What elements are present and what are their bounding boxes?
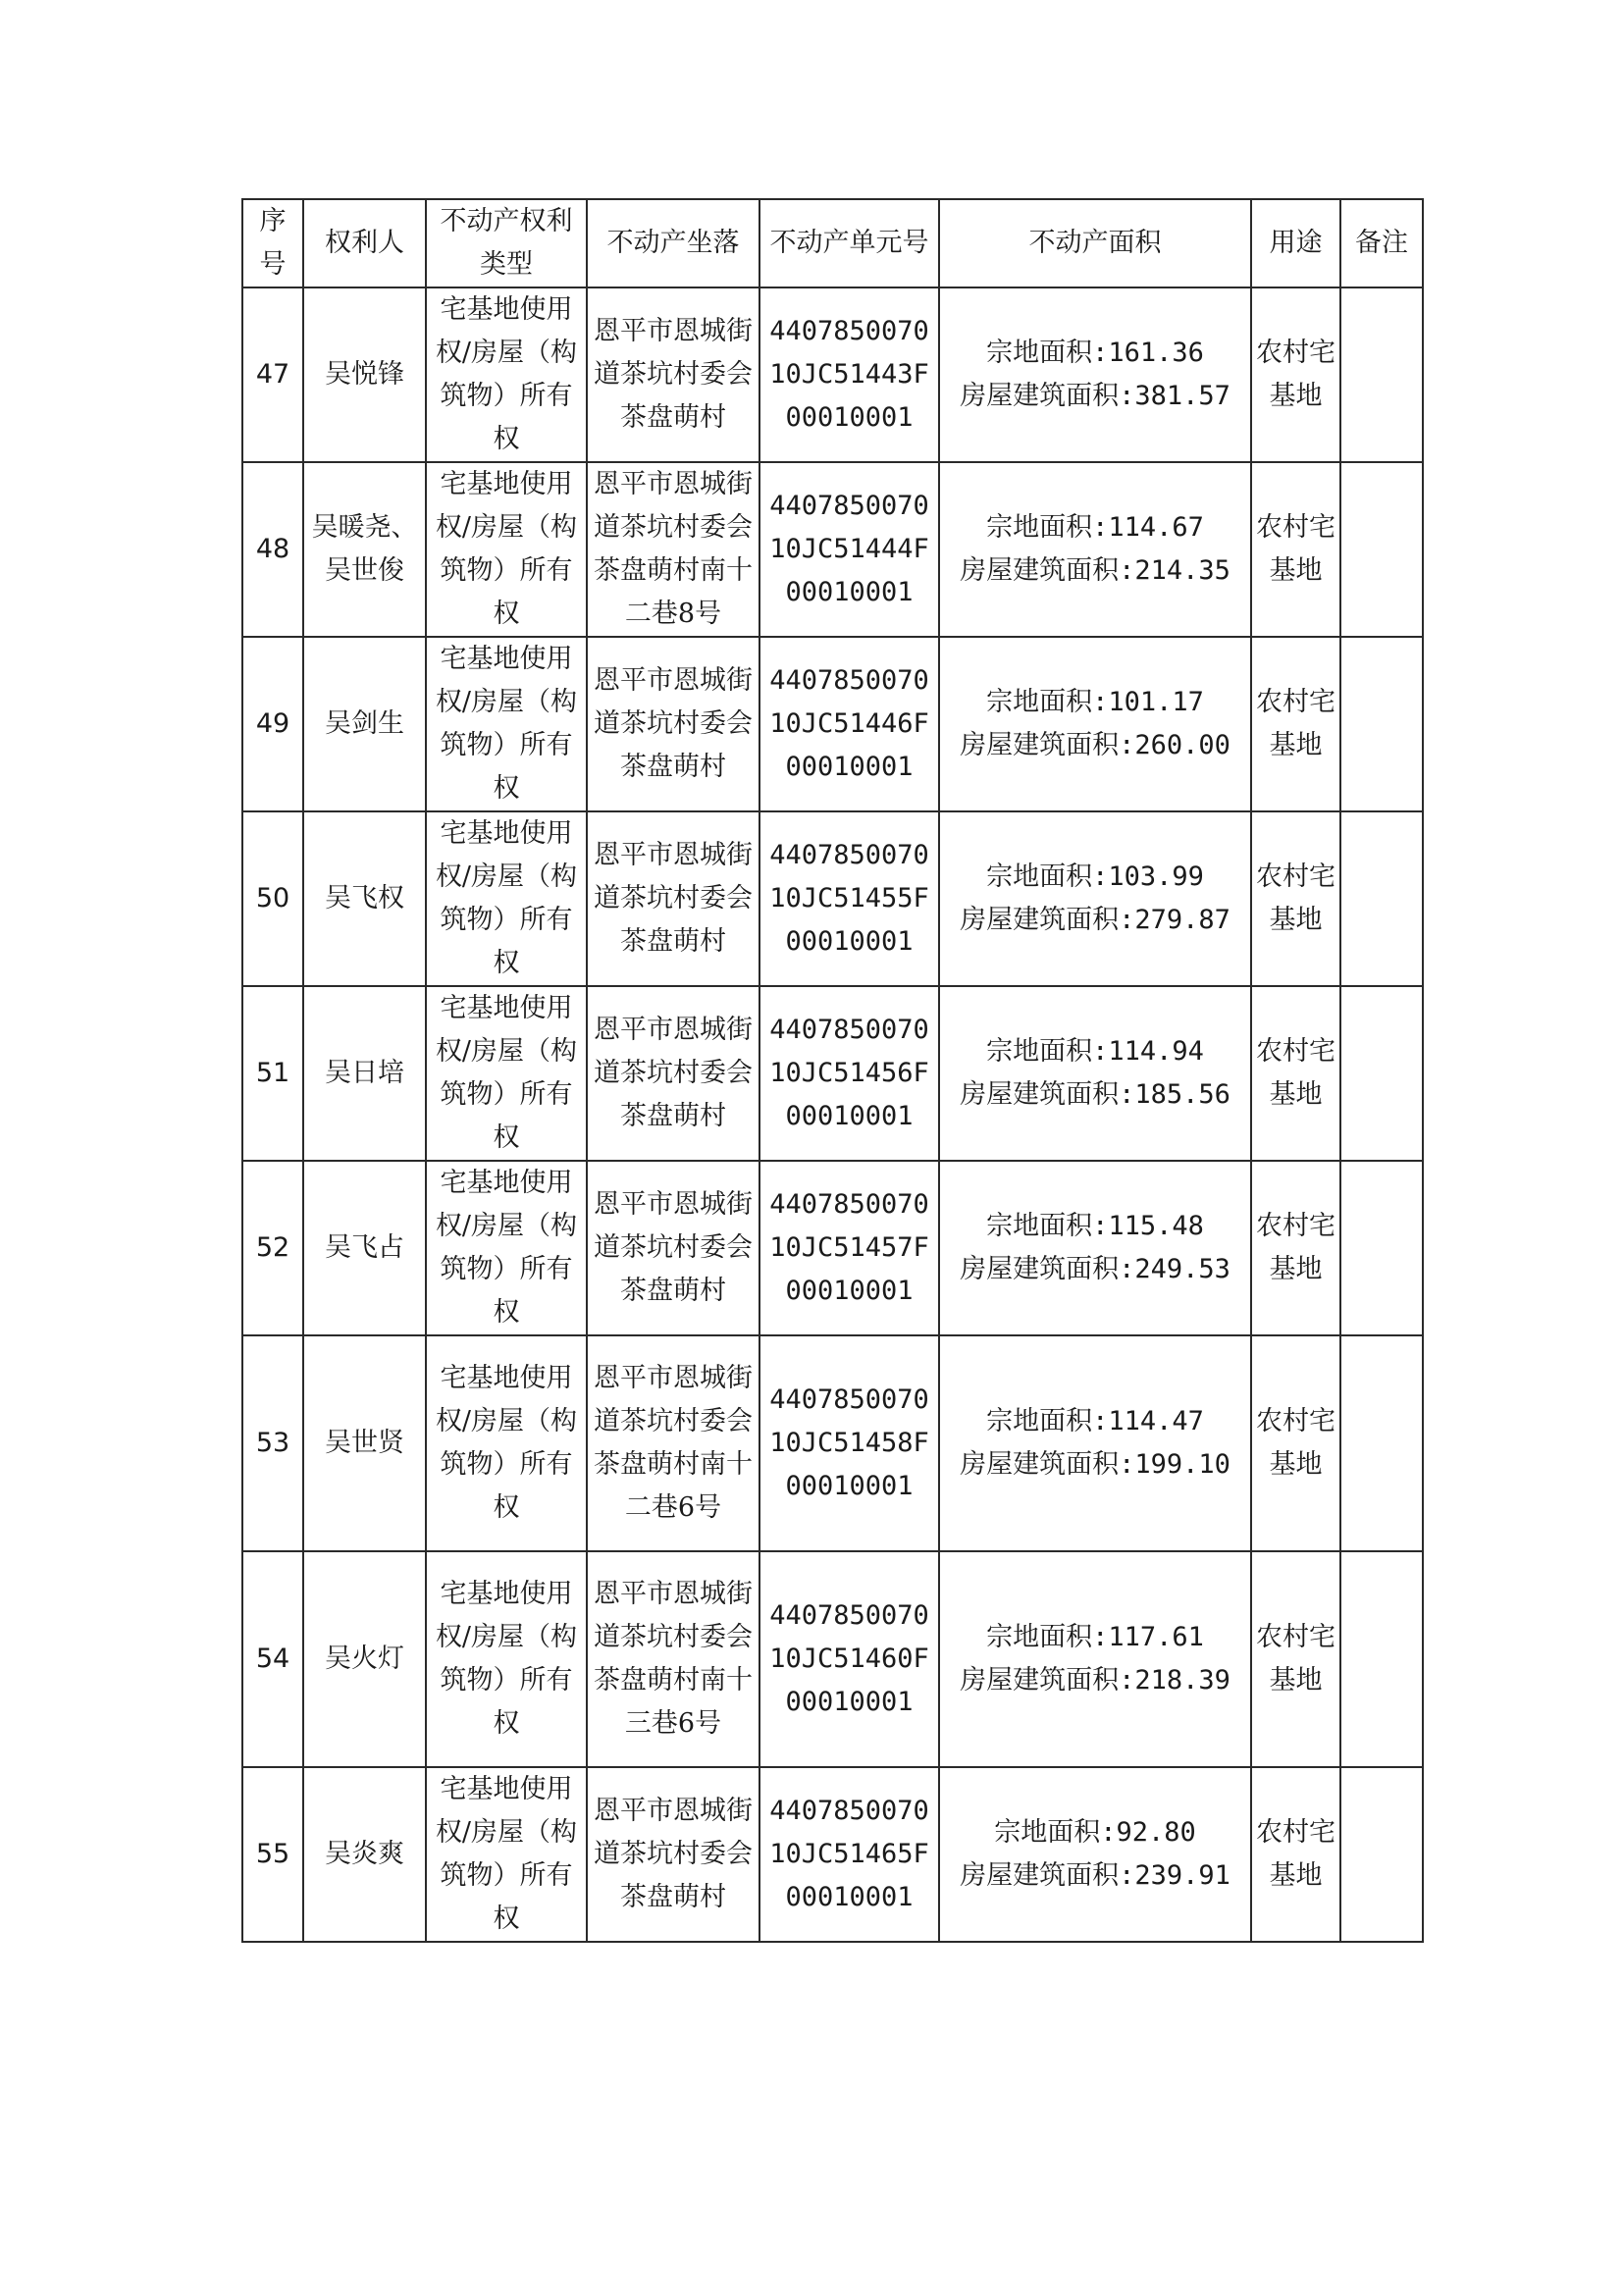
table-row <box>242 1335 1423 1551</box>
table-row <box>242 1551 1423 1767</box>
table-row <box>242 287 1423 462</box>
header-location: 不动产坐落 <box>587 199 759 287</box>
cell-area <box>939 1767 1251 1942</box>
cell-unit-no: 440785007010JC51443F00010001 <box>759 287 939 462</box>
cell-unit-no: 440785007010JC51446F00010001 <box>759 637 939 811</box>
cell-right-type: 宅基地使用权/房屋（构筑物）所有权 <box>426 1335 587 1551</box>
header-area: 不动产面积 <box>939 199 1251 287</box>
cell-location: 恩平市恩城街道茶坑村委会茶盘萌村南十二巷8号 <box>587 462 759 637</box>
cell-remark <box>1340 462 1423 637</box>
header-seq: 序号 <box>242 199 303 287</box>
header-right-type: 不动产权利类型 <box>426 199 587 287</box>
cell-owner: 吴飞占 <box>303 1161 426 1335</box>
cell-area <box>939 637 1251 811</box>
cell-owner: 吴火灯 <box>303 1551 426 1767</box>
cell-usage: 农村宅基地 <box>1251 1551 1340 1767</box>
cell-seq: 55 <box>242 1767 303 1942</box>
cell-location: 恩平市恩城街道茶坑村委会茶盘萌村 <box>587 811 759 986</box>
cell-usage: 农村宅基地 <box>1251 637 1340 811</box>
land-area-text: 宗地面积:114.67 <box>986 512 1204 543</box>
cell-owner: 吴飞权 <box>303 811 426 986</box>
cell-unit-no: 440785007010JC51457F00010001 <box>759 1161 939 1335</box>
building-area-text: 房屋建筑面积:218.39 <box>960 1665 1230 1696</box>
cell-location: 恩平市恩城街道茶坑村委会茶盘萌村 <box>587 1161 759 1335</box>
land-area-text: 宗地面积:92.80 <box>994 1817 1196 1848</box>
table-header-row <box>242 199 1423 287</box>
cell-area <box>939 462 1251 637</box>
header-unit-no: 不动产单元号 <box>759 199 939 287</box>
cell-owner: 吴炎爽 <box>303 1767 426 1942</box>
building-area-text: 房屋建筑面积:249.53 <box>960 1254 1230 1284</box>
cell-unit-no: 440785007010JC51456F00010001 <box>759 986 939 1161</box>
land-area-text: 宗地面积:114.94 <box>986 1036 1204 1067</box>
cell-right-type: 宅基地使用权/房屋（构筑物）所有权 <box>426 637 587 811</box>
cell-seq: 50 <box>242 811 303 986</box>
cell-seq: 51 <box>242 986 303 1161</box>
cell-owner: 吴悦锋 <box>303 287 426 462</box>
cell-location: 恩平市恩城街道茶坑村委会茶盘萌村南十二巷6号 <box>587 1335 759 1551</box>
cell-remark <box>1340 1767 1423 1942</box>
land-area-text: 宗地面积:115.48 <box>986 1211 1204 1241</box>
cell-remark <box>1340 287 1423 462</box>
cell-seq: 48 <box>242 462 303 637</box>
cell-owner: 吴日培 <box>303 986 426 1161</box>
table-body <box>242 287 1423 1942</box>
building-area-text: 房屋建筑面积:381.57 <box>960 381 1230 411</box>
cell-right-type: 宅基地使用权/房屋（构筑物）所有权 <box>426 462 587 637</box>
cell-right-type: 宅基地使用权/房屋（构筑物）所有权 <box>426 1161 587 1335</box>
cell-right-type: 宅基地使用权/房屋（构筑物）所有权 <box>426 986 587 1161</box>
building-area-text: 房屋建筑面积:239.91 <box>960 1860 1230 1891</box>
cell-unit-no: 440785007010JC51465F00010001 <box>759 1767 939 1942</box>
cell-area <box>939 1335 1251 1551</box>
table-row <box>242 1161 1423 1335</box>
cell-usage: 农村宅基地 <box>1251 1767 1340 1942</box>
cell-usage: 农村宅基地 <box>1251 1335 1340 1551</box>
cell-location: 恩平市恩城街道茶坑村委会茶盘萌村 <box>587 287 759 462</box>
cell-seq: 53 <box>242 1335 303 1551</box>
table-row <box>242 462 1423 637</box>
cell-location: 恩平市恩城街道茶坑村委会茶盘萌村南十三巷6号 <box>587 1551 759 1767</box>
property-registry-table <box>241 198 1424 1943</box>
cell-unit-no: 440785007010JC51455F00010001 <box>759 811 939 986</box>
land-area-text: 宗地面积:103.99 <box>986 861 1204 892</box>
cell-right-type: 宅基地使用权/房屋（构筑物）所有权 <box>426 287 587 462</box>
cell-area <box>939 1551 1251 1767</box>
cell-seq: 49 <box>242 637 303 811</box>
table-row <box>242 986 1423 1161</box>
header-owner: 权利人 <box>303 199 426 287</box>
cell-unit-no: 440785007010JC51460F00010001 <box>759 1551 939 1767</box>
table-row <box>242 811 1423 986</box>
cell-right-type: 宅基地使用权/房屋（构筑物）所有权 <box>426 811 587 986</box>
cell-area <box>939 811 1251 986</box>
building-area-text: 房屋建筑面积:214.35 <box>960 555 1230 586</box>
cell-seq: 47 <box>242 287 303 462</box>
cell-unit-no: 440785007010JC51458F00010001 <box>759 1335 939 1551</box>
cell-location: 恩平市恩城街道茶坑村委会茶盘萌村 <box>587 1767 759 1942</box>
cell-owner: 吴剑生 <box>303 637 426 811</box>
cell-owner: 吴暖尧、吴世俊 <box>303 462 426 637</box>
building-area-text: 房屋建筑面积:260.00 <box>960 730 1230 760</box>
building-area-text: 房屋建筑面积:199.10 <box>960 1449 1230 1480</box>
building-area-text: 房屋建筑面积:185.56 <box>960 1079 1230 1110</box>
cell-area <box>939 986 1251 1161</box>
cell-remark <box>1340 1335 1423 1551</box>
header-remark: 备注 <box>1340 199 1423 287</box>
cell-usage: 农村宅基地 <box>1251 462 1340 637</box>
cell-remark <box>1340 986 1423 1161</box>
cell-right-type: 宅基地使用权/房屋（构筑物）所有权 <box>426 1551 587 1767</box>
cell-owner: 吴世贤 <box>303 1335 426 1551</box>
table-row <box>242 1767 1423 1942</box>
header-usage: 用途 <box>1251 199 1340 287</box>
cell-right-type: 宅基地使用权/房屋（构筑物）所有权 <box>426 1767 587 1942</box>
cell-seq: 52 <box>242 1161 303 1335</box>
cell-usage: 农村宅基地 <box>1251 811 1340 986</box>
cell-area <box>939 287 1251 462</box>
table-row <box>242 637 1423 811</box>
cell-remark <box>1340 1161 1423 1335</box>
cell-location: 恩平市恩城街道茶坑村委会茶盘萌村 <box>587 637 759 811</box>
cell-remark <box>1340 1551 1423 1767</box>
cell-location: 恩平市恩城街道茶坑村委会茶盘萌村 <box>587 986 759 1161</box>
land-area-text: 宗地面积:101.17 <box>986 687 1204 717</box>
cell-usage: 农村宅基地 <box>1251 287 1340 462</box>
cell-seq: 54 <box>242 1551 303 1767</box>
cell-unit-no: 440785007010JC51444F00010001 <box>759 462 939 637</box>
cell-usage: 农村宅基地 <box>1251 1161 1340 1335</box>
cell-remark <box>1340 811 1423 986</box>
land-area-text: 宗地面积:161.36 <box>986 338 1204 368</box>
cell-area <box>939 1161 1251 1335</box>
cell-remark <box>1340 637 1423 811</box>
land-area-text: 宗地面积:117.61 <box>986 1622 1204 1652</box>
land-area-text: 宗地面积:114.47 <box>986 1406 1204 1436</box>
building-area-text: 房屋建筑面积:279.87 <box>960 905 1230 935</box>
cell-usage: 农村宅基地 <box>1251 986 1340 1161</box>
